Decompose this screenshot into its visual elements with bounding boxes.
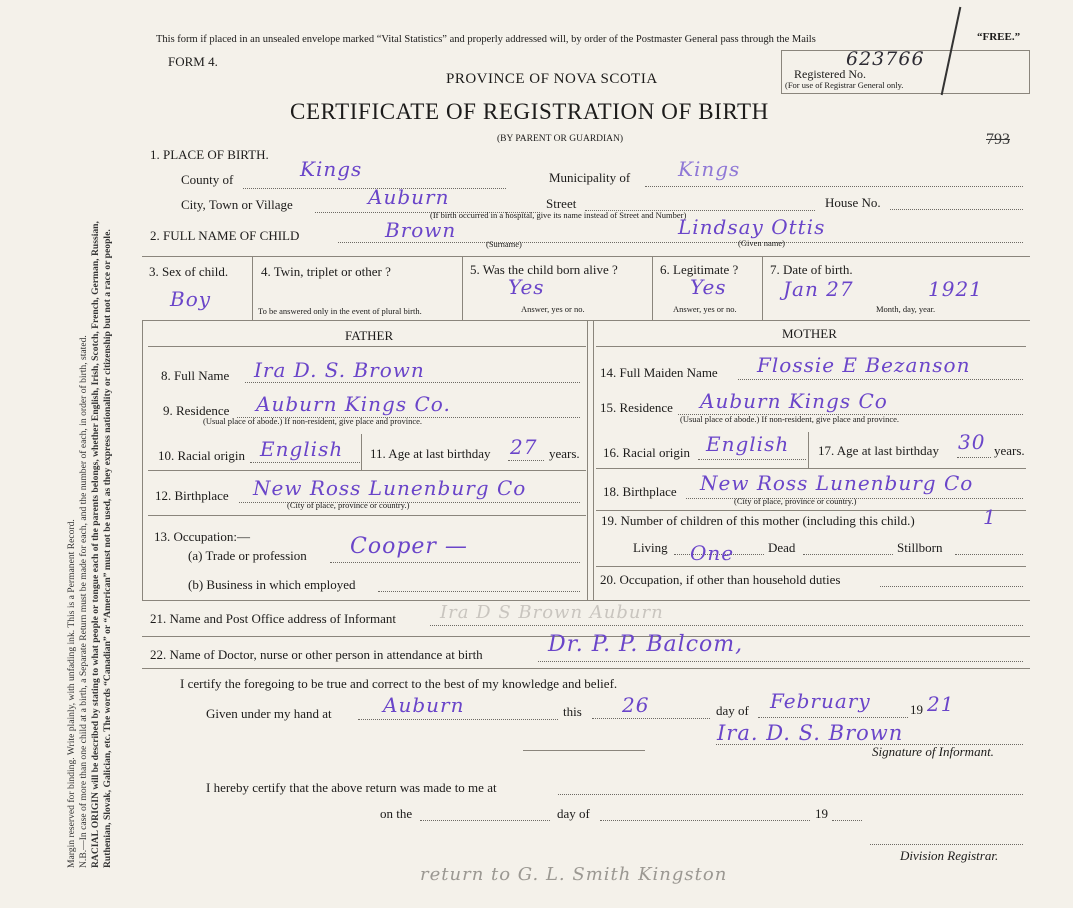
child-given-name: Lindsay Ottis	[678, 215, 826, 239]
registrar-signature-line	[870, 844, 1023, 845]
registered-label: Registered No.	[794, 67, 866, 81]
hospital-note: (If birth occurred in a hospital, give its name instead of Street and Number)	[430, 210, 687, 220]
doctor-label: 22. Name of Doctor, nurse or other person in attendance at birth	[150, 647, 483, 662]
registrar-day-line	[420, 820, 550, 821]
details-divider-1	[252, 256, 253, 320]
father-birthplace-note: (City of place, province or country.)	[287, 500, 410, 510]
city-value: Auburn	[368, 185, 450, 209]
mother-years-label: years.	[994, 443, 1025, 458]
margin-note-3: RACIAL ORIGIN will be described by stating to what people or tongue each of the parents belongs, whether English, Irish, Scotch, French, German, Russian,	[90, 221, 101, 868]
parents-left-rule	[142, 320, 143, 600]
born-alive-note: Answer, yes or no.	[521, 304, 585, 314]
twin-label: 4. Twin, triplet or other ?	[261, 264, 391, 279]
day-of-label: day of	[716, 703, 749, 718]
trade-label: (a) Trade or profession	[188, 548, 307, 563]
father-heading-rule	[148, 346, 586, 347]
mother-birthplace-label: 18. Birthplace	[603, 484, 677, 499]
parents-divider-right	[593, 320, 594, 600]
division-registrar-caption: Division Registrar.	[900, 848, 999, 863]
county-label: County of	[181, 172, 234, 187]
county-value: Kings	[300, 157, 363, 181]
registrar-only-note: (For use of Registrar General only.	[785, 80, 904, 90]
stillborn-label: Stillborn	[897, 540, 943, 555]
details-bottom-rule	[142, 320, 1030, 321]
margin-note-2: N.B.—In case of more than one child at a birth, a Separate Return must be made for each, and the number of each, in order of birth, stated.	[78, 335, 89, 868]
given-place-value: Auburn	[383, 693, 465, 717]
street-label: Street	[546, 196, 577, 211]
surname-caption: (Surname)	[486, 239, 522, 249]
month-value: February	[770, 689, 871, 713]
house-number-line	[890, 209, 1023, 210]
parents-bottom-rule	[142, 600, 1030, 601]
father-age-line	[508, 460, 544, 461]
mother-racial-line	[698, 459, 806, 460]
father-birthplace-rule	[148, 515, 586, 516]
living-label: Living	[633, 540, 668, 555]
date-of-birth-note: Month, day, year.	[876, 304, 936, 314]
mother-children-rule	[596, 566, 1026, 567]
mother-age-divider	[808, 432, 809, 468]
father-years-label: years.	[549, 446, 580, 461]
doctor-value: Dr. P. P. Balcom,	[548, 632, 744, 657]
date-of-birth-label: 7. Date of birth.	[770, 262, 853, 277]
mother-racial-rule	[596, 468, 1026, 469]
year-prefix: 19	[910, 702, 923, 717]
mother-heading: MOTHER	[782, 326, 837, 341]
given-under-label: Given under my hand at	[206, 706, 332, 721]
mother-residence-value: Auburn Kings Co	[700, 389, 888, 413]
twin-note: To be answered only in the event of plural birth.	[258, 306, 422, 316]
born-alive-value: Yes	[508, 275, 545, 299]
legitimate-label: 6. Legitimate ?	[660, 262, 739, 277]
margin-notes	[66, 38, 114, 868]
mother-birthplace-value: New Ross Lunenburg Co	[700, 471, 974, 495]
father-residence-note: (Usual place of abode.) If non-resident, give place and province.	[203, 416, 423, 426]
child-name-label: 2. FULL NAME OF CHILD	[150, 228, 300, 243]
details-divider-3	[652, 256, 653, 320]
certificate-subtitle: (BY PARENT OR GUARDIAN)	[497, 134, 624, 144]
certification-statement: I certify the foregoing to be true and correct to the best of my knowledge and belief.	[180, 676, 618, 691]
registrar-statement: I hereby certify that the above return was made to me at	[206, 780, 497, 795]
details-divider-2	[462, 256, 463, 320]
mother-racial-value: English	[706, 432, 790, 456]
form-number: FORM 4.	[168, 54, 218, 69]
father-racial-rule	[148, 470, 586, 471]
house-number-label: House No.	[825, 195, 881, 210]
registrar-month-line	[600, 820, 810, 821]
on-the-label: on the	[380, 806, 413, 821]
city-label: City, Town or Village	[181, 197, 293, 212]
mother-occupation-line	[880, 586, 1023, 587]
father-occupation-label: 13. Occupation:—	[154, 529, 251, 544]
sex-label: 3. Sex of child.	[149, 264, 229, 279]
mother-occupation-label: 20. Occupation, if other than household duties	[600, 572, 841, 587]
mail-note: This form if placed in an unsealed envelope marked “Vital Statistics” and properly addressed will, by order of the Postmaster General pass through the Mails	[156, 34, 816, 45]
father-age-label: 11. Age at last birthday	[370, 446, 491, 461]
day-line	[592, 718, 710, 719]
this-label: this	[563, 704, 582, 719]
province-heading: PROVINCE OF NOVA SCOTIA	[446, 71, 658, 87]
living-value: One	[690, 541, 735, 565]
child-name-line	[338, 242, 1023, 243]
doctor-rule	[142, 668, 1030, 669]
father-birthplace-value: New Ross Lunenburg Co	[253, 476, 527, 500]
children-count-label: 19. Number of children of this mother (including this child.)	[601, 513, 915, 528]
details-top-rule	[142, 256, 1030, 257]
margin-note-4: Ruthenian, Slovak, Galician, etc. The words “Canadian” or “American” must not be used, as they express nationality or citizenship but not a race or people.	[102, 229, 113, 868]
registered-number: 623766	[846, 48, 925, 70]
mother-birthplace-rule	[596, 510, 1026, 511]
mother-age-line	[957, 457, 991, 458]
day-value: 26	[622, 693, 650, 717]
born-alive-label: 5. Was the child born alive ?	[470, 262, 618, 277]
informant-signature: Ira. D. S. Brown	[717, 721, 904, 745]
business-line	[378, 591, 580, 592]
certification-short-rule	[523, 750, 645, 751]
father-heading: FATHER	[345, 328, 394, 343]
registrar-year-prefix: 19	[815, 806, 828, 821]
municipality-value: Kings	[678, 157, 741, 181]
year-value: 21	[927, 692, 955, 716]
footer-pencil-note: return to G. L. Smith Kingston	[420, 864, 728, 885]
mother-residence-label: 15. Residence	[600, 400, 673, 415]
year-of-birth-value: 1921	[928, 277, 983, 301]
month-line	[758, 717, 908, 718]
mail-free: “FREE.”	[977, 31, 1021, 43]
details-divider-4	[762, 256, 763, 320]
children-count-value: 1	[983, 505, 997, 529]
stillborn-line	[955, 554, 1023, 555]
child-surname: Brown	[385, 218, 457, 242]
registrar-place-line	[558, 794, 1023, 795]
registrar-day-of-label: day of	[557, 806, 590, 821]
corner-number: 793	[986, 131, 1010, 148]
certificate-title: CERTIFICATE OF REGISTRATION OF BIRTH	[290, 99, 769, 124]
mother-residence-note: (Usual place of abode.) If non-resident, give place and province.	[680, 414, 900, 424]
dead-label: Dead	[768, 540, 796, 555]
municipality-label: Municipality of	[549, 170, 631, 185]
mother-name-line	[738, 379, 1023, 380]
father-name-value: Ira D. S. Brown	[254, 358, 425, 382]
place-of-birth-label: 1. PLACE OF BIRTH.	[150, 147, 269, 162]
mother-name-label: 14. Full Maiden Name	[600, 365, 718, 380]
mother-age-value: 30	[958, 430, 986, 454]
given-place-line	[358, 719, 558, 720]
father-racial-value: English	[260, 437, 344, 461]
parents-divider-left	[587, 320, 588, 600]
father-racial-label: 10. Racial origin	[158, 448, 246, 463]
father-residence-label: 9. Residence	[163, 403, 230, 418]
date-of-birth-value: Jan 27	[783, 277, 854, 301]
dead-line	[803, 554, 893, 555]
doctor-line	[538, 661, 1023, 662]
legitimate-value: Yes	[690, 275, 727, 299]
mother-name-value: Flossie E Bezanson	[757, 353, 971, 377]
father-age-value: 27	[510, 435, 538, 459]
signature-caption: Signature of Informant.	[872, 744, 994, 759]
father-birthplace-label: 12. Birthplace	[155, 488, 229, 503]
trade-line	[330, 562, 580, 563]
father-racial-line	[250, 462, 360, 463]
sex-value: Boy	[170, 287, 212, 311]
mother-age-label: 17. Age at last birthday	[818, 443, 939, 458]
municipality-line	[645, 186, 1023, 187]
father-name-line	[245, 382, 580, 383]
mother-heading-rule	[596, 346, 1026, 347]
father-age-divider	[361, 434, 362, 470]
informant-line	[430, 625, 1023, 626]
legitimate-note: Answer, yes or no.	[673, 304, 737, 314]
trade-value: Cooper —	[350, 534, 468, 559]
informant-value: Ira D S Brown Auburn	[440, 602, 664, 623]
mother-birthplace-note: (City of place, province or country.)	[734, 496, 857, 506]
informant-label: 21. Name and Post Office address of Informant	[150, 611, 396, 626]
given-name-caption: (Given name)	[738, 238, 785, 248]
business-label: (b) Business in which employed	[188, 577, 356, 592]
margin-note-1: Margin reserved for binding. Write plainly, with unfading ink. This is a Permanent Record.	[66, 519, 77, 868]
mother-racial-label: 16. Racial origin	[603, 445, 691, 460]
father-name-label: 8. Full Name	[161, 368, 230, 383]
father-residence-value: Auburn Kings Co.	[256, 392, 451, 416]
registrar-year-line	[832, 820, 862, 821]
